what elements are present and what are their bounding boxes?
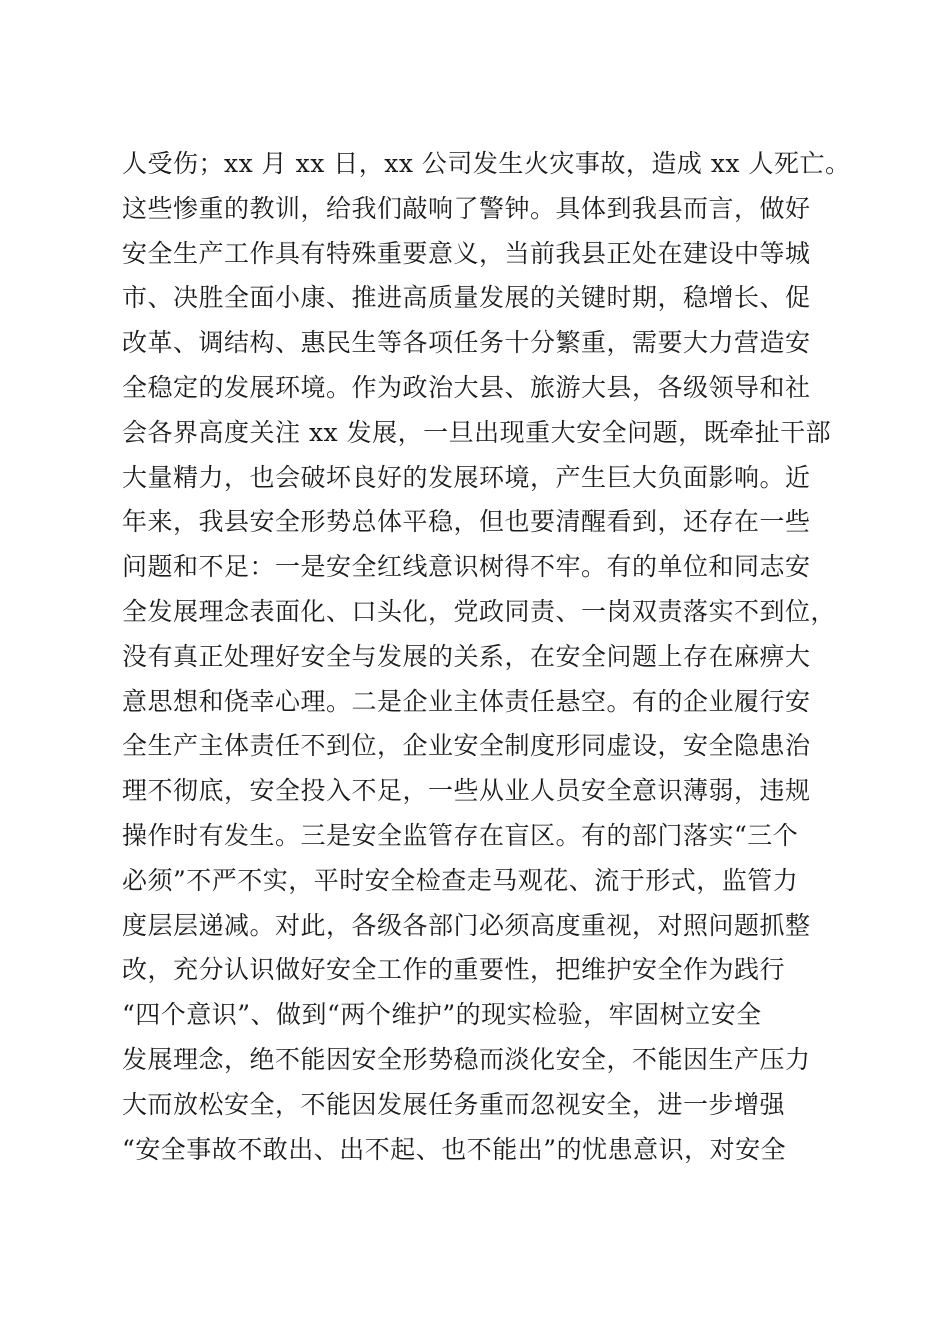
text-line: 会各界高度关注 xx 发展，一旦出现重大安全问题，既牵扯干部	[122, 417, 832, 447]
text-line: 安全生产工作具有特殊重要意义，当前我县正处在建设中等城	[122, 238, 811, 268]
text-line: 大而放松安全，不能因发展任务重而忽视安全，进一步增强	[122, 1089, 786, 1119]
text-line: 全稳定的发展环境。作为政治大县、旅游大县，各级领导和社	[122, 372, 811, 402]
text-line: 度层层递减。对此，各级各部门必须高度重视，对照问题抓整	[122, 910, 811, 940]
text-line: 市、决胜全面小康、推进高质量发展的关键时期，稳增长、促	[122, 283, 811, 313]
text-line: 改，充分认识做好安全工作的重要性，把维护安全作为践行	[122, 955, 786, 985]
text-line: 必须”不严不实，平时安全检查走马观花、流于形式，监管力	[122, 865, 799, 895]
text-line: 全发展理念表面化、口头化，党政同责、一岗双责落实不到位，	[122, 596, 837, 626]
text-line: 人受伤；xx 月 xx 日，xx 公司发生火灾事故，造成 xx 人死亡。	[122, 149, 851, 178]
text-line: 这些惨重的教训，给我们敲响了警钟。具体到我县而言，做好	[122, 193, 811, 223]
body-text	[122, 142, 851, 1172]
text-line: 改革、调结构、惠民生等各项任务十分繁重，需要大力营造安	[122, 328, 811, 358]
text-line: 没有真正处理好安全与发展的关系，在安全问题上存在麻痹大	[122, 641, 811, 671]
text-line: 操作时有发生。三是安全监管存在盲区。有的部门落实“三个	[122, 820, 799, 850]
text-line: “四个意识”、做到“两个维护”的现实检验，牢固树立安全	[122, 1000, 762, 1030]
text-line: 发展理念，绝不能因安全形势稳而淡化安全，不能因生产压力	[122, 1044, 811, 1074]
text-line: 问题和不足：一是安全红线意识树得不牢。有的单位和同志安	[122, 552, 811, 582]
text-line: 全生产主体责任不到位，企业安全制度形同虚设，安全隐患治	[122, 731, 811, 761]
text-line: 意思想和侥幸心理。二是企业主体责任悬空。有的企业履行安	[122, 686, 811, 716]
text-line: 理不彻底，安全投入不足，一些从业人员安全意识薄弱，违规	[122, 776, 811, 806]
text-line: 大量精力，也会破坏良好的发展环境，产生巨大负面影响。近	[122, 462, 811, 492]
text-line: “安全事故不敢出、出不起、也不能出”的忧患意识，对安全	[122, 1134, 787, 1164]
text-line: 年来，我县安全形势总体平稳，但也要清醒看到，还存在一些	[122, 507, 811, 537]
